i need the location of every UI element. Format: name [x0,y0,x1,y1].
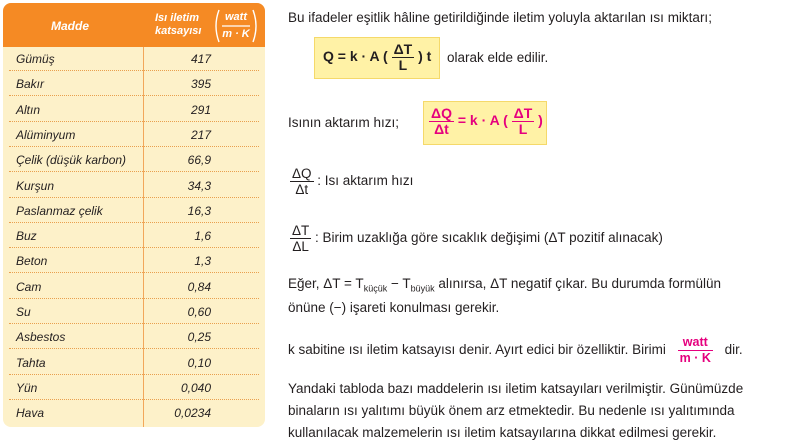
row-divider [9,298,259,299]
header-coefficient-line2: katsayısı [155,25,202,37]
table-row [3,98,265,122]
formula1-den: L [398,57,408,73]
def2-num: ΔT [292,223,310,238]
row-divider [9,121,259,122]
def1-fraction [290,166,314,197]
para2-unit-fraction [678,335,713,366]
def2-text: : Birim uzaklığa göre sıcaklık değişimi (ΔT pozitif alınacak) [315,230,663,246]
conductivity-table [3,3,265,427]
para3-line2: binaların ısı yalıtımı büyük önem arz etmektedir. Bu nedenle ısı yalıtımında [288,403,735,418]
material-name: Tahta [16,355,46,370]
row-divider [9,222,259,223]
conductivity-value: 0,84 [187,279,211,294]
row-divider [9,197,259,198]
table-row [3,47,265,71]
formula2-mid: = k · A ( [457,112,508,129]
paragraph-k-constant [288,335,743,366]
conductivity-value: 16,3 [187,203,211,218]
formula2-den: L [518,121,528,137]
formula1-after: olarak elde edilir. [447,50,549,65]
formula2-lhs-num: ΔQ [431,105,452,121]
para1-sub-large: büyük [410,283,435,294]
para3-line3: kullanılacak malzemelerin ısı iletim katsayılarına dikkat edilmesi gerekir. [288,425,717,440]
formula-rate-box [423,101,547,145]
conductivity-value: 291 [190,102,211,117]
conductivity-value: 66,9 [187,153,211,168]
table-row [3,401,265,425]
paragraph-negative [288,276,721,297]
def1-den: Δt [295,182,309,197]
def1-text: : Isı aktarım hızı [317,173,414,189]
material-name: Yün [16,380,38,395]
formula2-num: ΔT [513,105,533,121]
definition-rate [290,166,413,197]
rate-label: Isının aktarım hızı; [288,115,400,130]
para1-c: alınırsa, ΔT negatif çıkar. Bu durumda formülün [434,276,722,291]
formula2-fraction [512,106,535,137]
conductivity-value: 1,6 [194,229,211,244]
para1-b: − T [387,276,411,291]
material-name: Alüminyum [16,127,76,142]
para3-line1: Yandaki tabloda bazı maddelerin ısı iletim katsayıları verilmiştir. Günümüzde [288,381,744,396]
material-name: Beton [16,254,48,269]
material-name: Buz [16,229,37,244]
para1-a: Eğer, ΔT = T [288,276,364,291]
header-madde: Madde [51,19,90,33]
header-coefficient [155,12,201,38]
paragraph-negative-line2: önüne (−) işareti konulması gerekir. [288,300,500,315]
formula2-lhs-fraction [429,106,454,137]
table-row [3,351,265,375]
header-unit [213,8,259,44]
def2-den: ΔL [292,239,309,254]
conductivity-value: 0,040 [180,380,211,395]
intro-text: Bu ifadeler eşitlik hâline getirildiğinde iletim yoluyla aktarılan ısı miktarı; [288,10,712,25]
row-divider [9,95,259,96]
row-divider [9,70,259,71]
conductivity-value: 1,3 [194,254,211,269]
conductivity-value: 0,25 [187,330,211,345]
table-row [3,148,265,172]
row-divider [9,272,259,273]
para2-den: m · K [679,351,711,365]
material-name: Hava [16,406,45,421]
conductivity-value: 417 [190,52,211,66]
formula2-lhs-den: Δt [434,121,449,137]
conductivity-value: 0,0234 [174,406,211,421]
table-row [3,325,265,349]
material-name: Asbestos [16,330,66,345]
material-name: Çelik (düşük karbon) [16,153,127,168]
unit-denominator: m · K [222,28,250,40]
table-row [3,123,265,147]
table-row [3,174,265,198]
material-name: Paslanmaz çelik [16,203,103,218]
header-coefficient-line1: Isı iletim [155,12,200,24]
formula-heat-box [314,37,440,79]
definition-gradient [290,223,663,254]
material-name: Kurşun [16,178,55,193]
row-divider [9,323,259,324]
row-divider [9,146,259,147]
def2-fraction [290,223,311,254]
conductivity-value: 217 [190,127,211,142]
material-name: Cam [16,279,42,294]
para2-num: watt [678,335,713,351]
table-row [3,72,265,96]
conductivity-value: 0,60 [187,305,211,319]
para2-a: k sabitine ısı iletim katsayısı denir. Ayırt edici bir özelliktir. Birimi [288,342,666,358]
row-divider [9,374,259,375]
conductivity-value: 0,10 [187,355,211,370]
para2-b: dir. [724,342,743,358]
formula1-lhs: Q = k · A ( [323,48,388,65]
table-row [3,224,265,248]
material-name: Altın [16,102,41,117]
para1-sub-small: küçük [363,283,388,294]
table-row [3,249,265,273]
row-divider [9,348,259,349]
row-divider [9,247,259,248]
formula1-rhs: ) t [418,48,432,65]
table-row [3,275,265,299]
row-divider [9,399,259,400]
row-divider [9,171,259,172]
formula1-fraction [392,42,415,73]
unit-numerator: watt [225,11,247,23]
material-name: Su [16,305,31,319]
def1-num: ΔQ [292,166,312,181]
table-header [3,3,265,47]
material-name: Gümüş [16,52,55,66]
material-name: Bakır [16,77,45,92]
table-row [3,376,265,400]
table-row [3,300,265,324]
formula1-num: ΔT [393,41,413,57]
conductivity-value: 34,3 [187,178,211,193]
conductivity-value: 395 [190,77,211,92]
table-row [3,199,265,223]
formula2-rhs: ) [538,112,543,129]
